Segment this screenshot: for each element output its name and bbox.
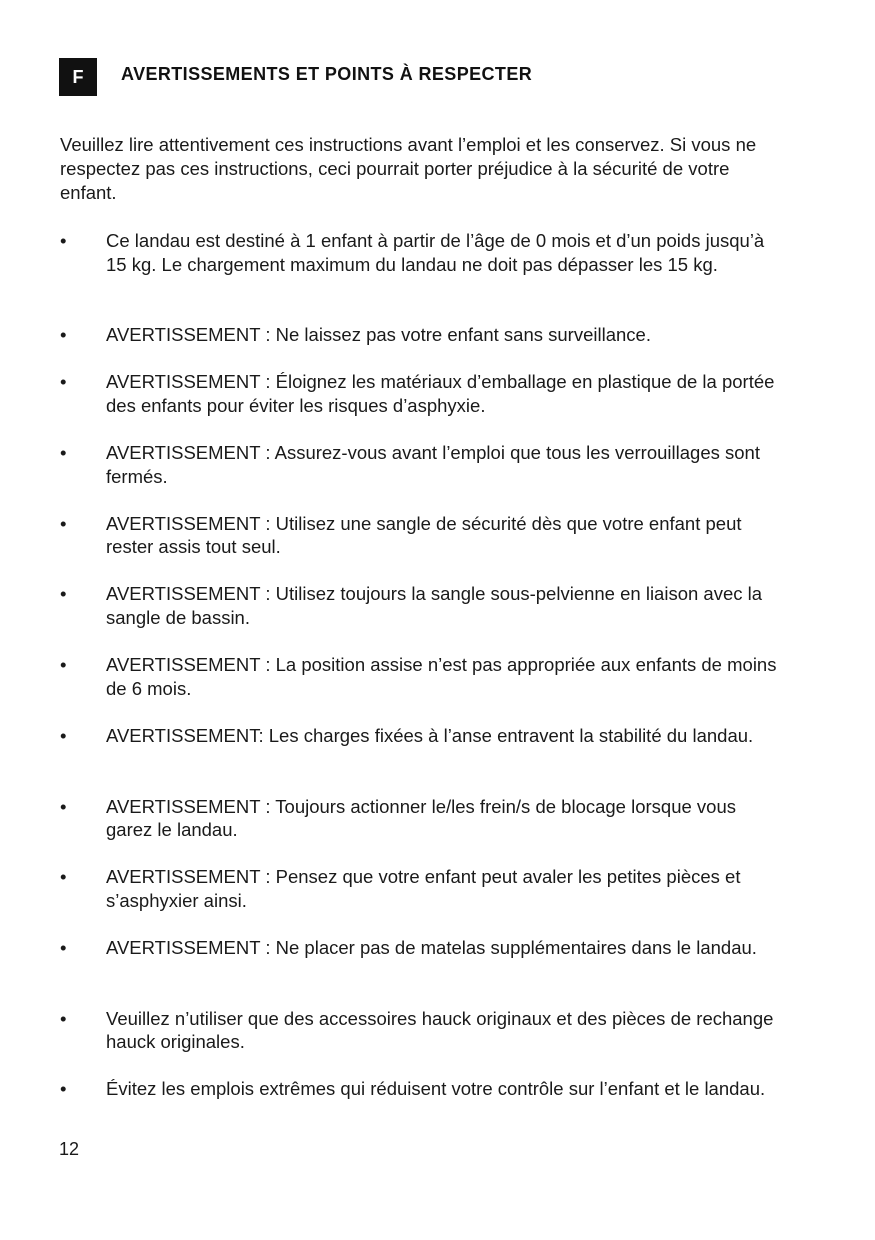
list-item-text: AVERTISSEMENT : Toujours actionner le/les frein/s de blocage lorsque vous garez le landau.: [106, 795, 737, 840]
bullet: •: [60, 724, 67, 746]
list-item: [60, 653, 780, 700]
list-item: [60, 795, 780, 842]
list-item-text: Ce landau est destiné à 1 enfant à partir de l’âge de 0 mois et d’un poids jusqu’à 15 kg. Le chargement maximum du landau ne doit pas dépasser les 15 kg.: [106, 230, 765, 275]
bullet: •: [60, 654, 67, 676]
list-item: [60, 1007, 780, 1054]
list-item: [60, 936, 780, 983]
list-item: [60, 370, 780, 417]
list-item-text: AVERTISSEMENT : Assurez-vous avant l’emploi que tous les verrouillages sont fermés.: [106, 442, 760, 487]
list-item: [60, 323, 780, 347]
list-item-text: AVERTISSEMENT : Éloignez les matériaux d’emballage en plastique de la portée des enfants pour éviter les risques d’asphyxie.: [106, 371, 775, 416]
bullet: •: [60, 324, 67, 346]
bullet: •: [60, 442, 67, 464]
page-title: AVERTISSEMENTS ET POINTS À RESPECTER: [121, 64, 533, 84]
list-item-text: Veuillez n’utiliser que des accessoires hauck originaux et des pièces de rechange hauck originales.: [106, 1007, 774, 1053]
bullet: •: [60, 230, 67, 251]
intro-paragraph: Veuillez lire attentivement ces instructions avant l’emploi et les conservez. Si vous ne respectez pas ces instructions, ceci pourrait porter préjudice à la sécurité de votre enfant.: [60, 134, 757, 203]
list-item-text: AVERTISSEMENT : Pensez que votre enfant peut avaler les petites pièces et s’asphyxier ainsi.: [106, 866, 741, 911]
bullet: •: [60, 371, 67, 393]
list-item-text: AVERTISSEMENT : La position assise n’est pas appropriée aux enfants de moins de 6 mois.: [106, 654, 777, 699]
list-item: [60, 582, 780, 629]
bullet: •: [60, 936, 67, 958]
bullet: •: [60, 795, 67, 817]
list-item: [60, 229, 780, 300]
bullet: •: [60, 1078, 67, 1100]
list-item-text: AVERTISSEMENT: Les charges fixées à l’anse entravent la stabilité du landau.: [106, 724, 754, 746]
list-item: [60, 724, 780, 771]
list-item-text: AVERTISSEMENT : Ne placer pas de matelas supplémentaires dans le landau.: [106, 936, 757, 958]
warnings-list: [60, 229, 780, 1148]
list-item: [60, 865, 780, 912]
page-number: 12: [59, 1139, 80, 1159]
list-item: [60, 441, 780, 488]
list-item-text: AVERTISSEMENT : Utilisez toujours la sangle sous-pelvienne en liaison avec la sangle de bassin.: [106, 583, 763, 628]
list-item: [60, 1077, 780, 1124]
list-item-text: AVERTISSEMENT : Ne laissez pas votre enfant sans surveillance.: [106, 324, 651, 346]
list-item-text: Évitez les emplois extrêmes qui réduisent votre contrôle sur l’enfant et le landau.: [106, 1078, 766, 1100]
list-item: [60, 512, 780, 559]
bullet: •: [60, 1007, 67, 1029]
list-item-text: AVERTISSEMENT : Utilisez une sangle de sécurité dès que votre enfant peut rester assis tout seul.: [106, 512, 742, 558]
bullet: •: [60, 512, 67, 534]
bullet: •: [60, 866, 67, 888]
bullet: •: [60, 583, 67, 605]
language-badge: F: [59, 58, 97, 96]
